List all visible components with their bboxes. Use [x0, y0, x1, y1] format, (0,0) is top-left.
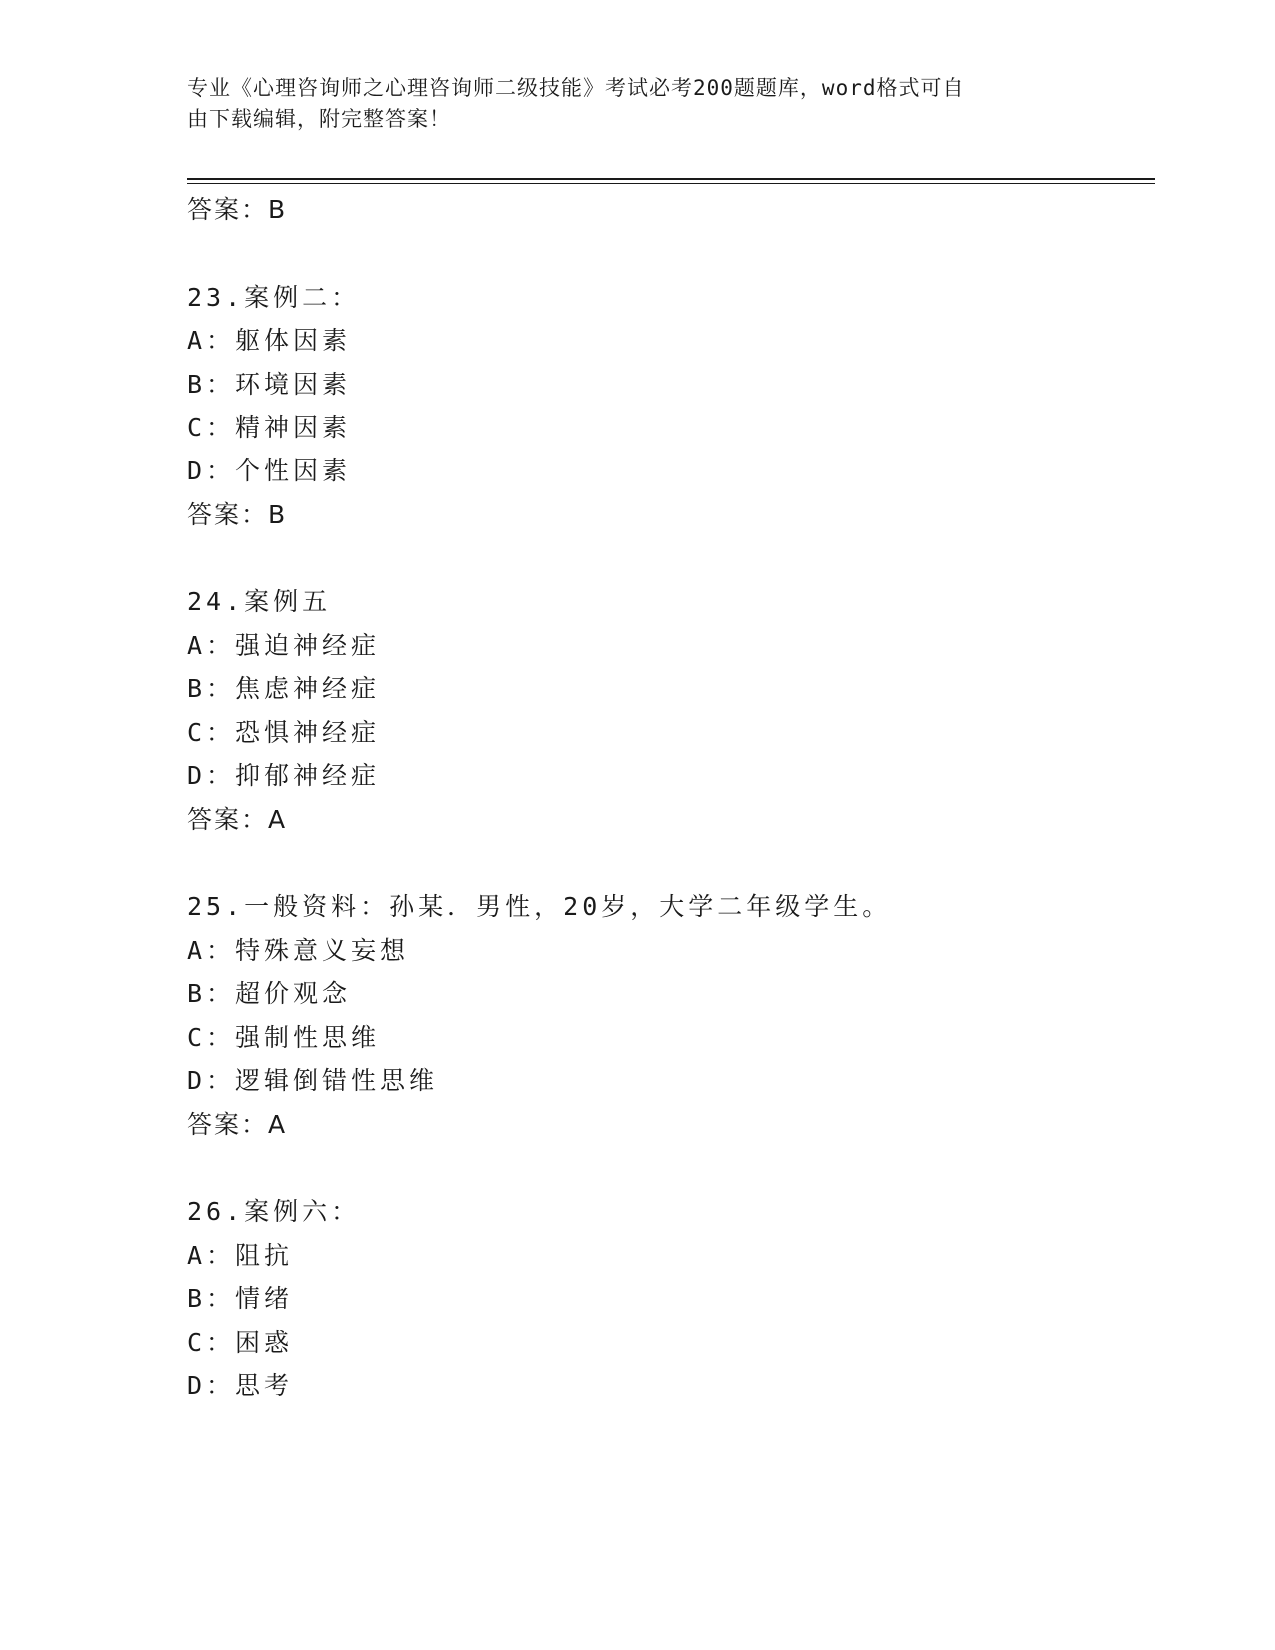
- option-a: A：躯体因素: [187, 326, 352, 355]
- option-d: D：思考: [187, 1371, 294, 1400]
- answer-line: [187, 1110, 286, 1140]
- answer-value: B: [268, 500, 287, 529]
- header-divider-thin: [187, 183, 1155, 184]
- option-d: D：逻辑倒错性思维: [187, 1066, 439, 1095]
- document-header: [187, 73, 1067, 135]
- answer-line: [187, 195, 286, 225]
- option-b: B：超价观念: [187, 979, 352, 1008]
- option-a: A：强迫神经症: [187, 631, 381, 660]
- answer-label: 答案：: [187, 500, 269, 529]
- answer-label: 答案：: [187, 195, 269, 224]
- answer-label: 答案：: [187, 805, 269, 834]
- answer-line: [187, 500, 286, 530]
- answer-label: 答案：: [187, 1110, 269, 1139]
- answer-value: B: [268, 195, 287, 224]
- answer-value: A: [268, 1110, 287, 1139]
- header-line-1: 专业《心理咨询师之心理咨询师二级技能》考试必考200题题库，word格式可自: [187, 76, 965, 100]
- option-b: B：焦虑神经症: [187, 674, 381, 703]
- answer-value: A: [268, 805, 287, 834]
- header-line-2: 由下载编辑，附完整答案！: [187, 107, 451, 131]
- option-c: C：恐惧神经症: [187, 718, 381, 747]
- option-a: A：特殊意义妄想: [187, 936, 410, 965]
- option-c: C：困惑: [187, 1328, 294, 1357]
- option-b: B：环境因素: [187, 370, 352, 399]
- question-title: 26.案例六：: [187, 1197, 361, 1226]
- question-title: 25.一般资料：孙某．男性，20岁，大学二年级学生。: [187, 892, 892, 921]
- option-d: D：抑郁神经症: [187, 761, 381, 790]
- option-d: D：个性因素: [187, 456, 352, 485]
- question-title: 24.案例五: [187, 587, 332, 616]
- option-c: C：强制性思维: [187, 1023, 381, 1052]
- header-divider-thick: [187, 178, 1155, 180]
- option-c: C：精神因素: [187, 413, 352, 442]
- answer-line: [187, 805, 286, 835]
- option-a: A：阻抗: [187, 1241, 294, 1270]
- option-b: B：情绪: [187, 1284, 294, 1313]
- question-title: 23.案例二：: [187, 283, 361, 312]
